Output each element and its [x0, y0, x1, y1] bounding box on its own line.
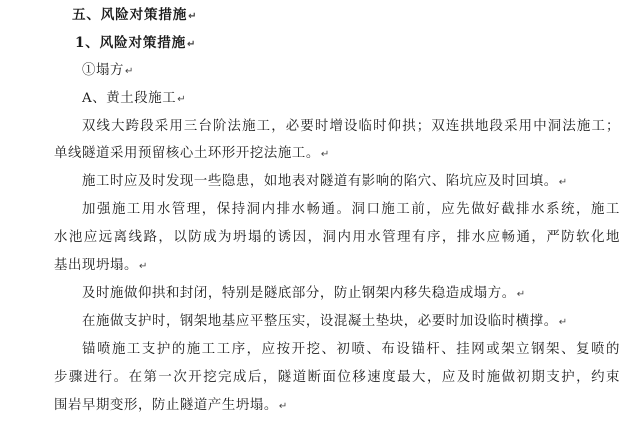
paragraph-mark-icon: ↵ [124, 66, 134, 77]
section-heading: 五、风险对策措施↵ [72, 7, 197, 23]
paragraph-3-line-1: 加强施工用水管理，保持洞内排水畅通。洞口施工前，应先做好截排水系统，施工 [82, 202, 620, 217]
paragraph-2-line-1: 施工时应及时发现一些隐患，如地表对隧道有影响的陷穴、陷坑应及时回填。↵ [82, 174, 568, 189]
paragraph-mark-icon: ↵ [278, 401, 288, 412]
item-label: ①塌方↵ [82, 63, 134, 78]
paragraph-mark-icon: ↵ [558, 317, 568, 328]
paragraph-mark-icon: ↵ [516, 289, 526, 300]
paragraph-mark-icon: ↵ [320, 149, 330, 160]
paragraph-4-line-1: 及时施做仰拱和封闭，特别是隧底部分，防止钢架内移失稳造成塌方。↵ [82, 286, 526, 301]
paragraph-6-line-1: 锚喷施工支护的施工工序，应按开挖、初喷、布设锚杆、挂网或架立钢架、复喷的 [82, 342, 620, 357]
paragraph-6-line-2: 步骤进行。在第一次开挖完成后，隧道断面位移速度最大，应及时施做初期支护，约束 [54, 370, 620, 385]
paragraph-mark-icon: ↵ [188, 11, 197, 22]
subsection-heading: 1、风险对策措施↵ [75, 35, 196, 51]
paragraph-6-line-3: 围岩早期变形，防止隧道产生坍塌。↵ [54, 398, 288, 413]
paragraph-3-line-2: 水池应远离线路，以防成为坍塌的诱因，洞内用水管理有序，排水应畅通，严防软化地 [54, 230, 620, 245]
paragraph-mark-icon: ↵ [138, 261, 148, 272]
subitem-label: A、黄土段施工↵ [82, 91, 186, 106]
paragraph-mark-icon: ↵ [558, 177, 568, 188]
paragraph-1-line-1: 双线大跨段采用三台阶法施工，必要时增设临时仰拱；双连拱地段采用中洞法施工； [82, 119, 620, 134]
paragraph-3-line-3: 基出现坍塌。↵ [54, 258, 148, 273]
paragraph-mark-icon: ↵ [177, 94, 186, 105]
paragraph-mark-icon: ↵ [187, 39, 196, 50]
paragraph-5-line-1: 在施做支护时，钢架地基应平整压实，设混凝土垫块，必要时加设临时横撑。↵ [82, 314, 568, 329]
paragraph-1-line-2: 单线隧道采用预留核心土环形开挖法施工。↵ [54, 146, 330, 161]
